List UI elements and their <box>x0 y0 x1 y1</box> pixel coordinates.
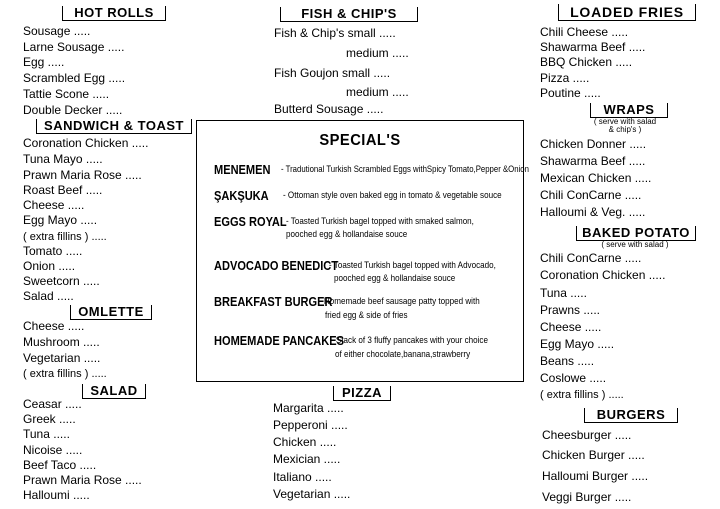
menu-item: Beef Taco ..... <box>23 458 97 472</box>
menu-item: Tuna Mayo ..... <box>23 152 103 166</box>
menu-item: Tomato ..... <box>23 244 83 258</box>
menu-item: Shawarma Beef ..... <box>540 154 646 168</box>
menu-item: medium ..... <box>346 46 409 60</box>
menu-item: Halloumi Burger ..... <box>542 469 649 483</box>
menu-item: Mexician ..... <box>273 452 341 466</box>
menu-item: Butterd Sousage ..... <box>274 102 384 116</box>
sandwich-heading: SANDWICH & TOAST <box>36 119 192 134</box>
menu-item: Coronation Chicken ..... <box>540 268 666 282</box>
menu-item: Shawarma Beef ..... <box>540 40 646 54</box>
menu-item: Coslowe ..... <box>540 371 607 385</box>
menu-item: Fish & Chip's small ..... <box>274 26 396 40</box>
menu-item: Italiano ..... <box>273 470 332 484</box>
special-desc: fried egg & side of fries <box>325 310 408 321</box>
omlette-heading: OMLETTE <box>70 305 152 320</box>
menu-item: Nicoise ..... <box>23 443 83 457</box>
menu-item: Cheese ..... <box>540 320 602 334</box>
special-desc: - Stack of 3 fluffy pancakes with your choice <box>331 335 488 346</box>
menu-item: Margarita ..... <box>273 401 344 415</box>
menu-item: Prawns ..... <box>540 303 601 317</box>
menu-item: Chicken Burger ..... <box>542 448 645 462</box>
menu-item: Halloumi & Veg. ..... <box>540 205 646 219</box>
loaded-fries-heading: LOADED FRIES <box>558 4 696 21</box>
wraps-subtitle: & chip's ) <box>608 125 642 134</box>
menu-item: Cheese ..... <box>23 198 85 212</box>
salad-heading: SALAD <box>82 384 146 399</box>
menu-item: medium ..... <box>346 85 409 99</box>
baked-potato-subtitle: ( serve with salad ) <box>601 240 669 249</box>
special-desc: - Toasted Turkish bagel topped with Advocado, <box>329 260 496 271</box>
menu-item: Veggi Burger ..... <box>542 490 632 504</box>
menu-item: Beans ..... <box>540 354 595 368</box>
menu-item: Chili Cheese ..... <box>540 25 629 39</box>
menu-item: Chili ConCarne ..... <box>540 188 642 202</box>
baked-potato-heading: BAKED POTATO <box>576 226 696 241</box>
menu-item: Salad ..... <box>23 289 74 303</box>
menu-item: Onion ..... <box>23 259 76 273</box>
menu-item: Greek ..... <box>23 412 76 426</box>
menu-item: Cheesburger ..... <box>542 428 632 442</box>
menu-item: ( extra fillins ) ..... <box>23 368 107 380</box>
special-name: HOMEMADE PANCAKES <box>214 333 344 348</box>
menu-item: Prawn Maria Rose ..... <box>23 473 142 487</box>
menu-item: Egg ..... <box>23 55 65 69</box>
menu-item: ( extra fillins ) ..... <box>540 389 624 401</box>
menu-item: BBQ Chicken ..... <box>540 55 633 69</box>
special-desc: pooched egg & hollandaise souce <box>334 273 456 284</box>
menu-item: Poutine ..... <box>540 86 601 100</box>
special-desc: of either chocolate,banana,strawberry <box>335 349 471 360</box>
menu-item: Sweetcorn ..... <box>23 274 100 288</box>
menu-item: Egg Mayo ..... <box>540 337 615 351</box>
menu-item: Chicken Donner ..... <box>540 137 647 151</box>
menu-item: Tuna ..... <box>23 427 70 441</box>
menu-item: Ceasar ..... <box>23 397 82 411</box>
special-desc: pooched egg & hollandaise souce <box>286 229 408 240</box>
menu-item: Halloumi ..... <box>23 488 90 502</box>
specials-title: SPECIAL'S <box>319 132 401 149</box>
special-desc: - Homemade beef sausage patty topped with <box>319 296 480 307</box>
special-desc: - Tradutional Turkish Scrambled Eggs withSpicy Tomato,Pepper &Onion <box>281 164 529 175</box>
special-desc: - Ottoman style oven baked egg in tomato & vegetable souce <box>283 190 502 201</box>
special-desc: - Toasted Turkish bagel topped with smaked salmon, <box>286 216 474 227</box>
menu-item: Coronation Chicken ..... <box>23 136 149 150</box>
special-name: ADVOCADO BENEDICT <box>214 258 339 273</box>
special-name: MENEMEN <box>214 162 271 177</box>
menu-item: Chicken ..... <box>273 435 337 449</box>
menu-item: Vegetarian ..... <box>273 487 351 501</box>
wraps-subtitle: ( serve with salad <box>593 117 657 126</box>
menu-item: Fish Goujon small ..... <box>274 66 391 80</box>
menu-item: Mexican Chicken ..... <box>540 171 652 185</box>
menu-item: Roast Beef ..... <box>23 183 103 197</box>
special-name: EGGS ROYAL <box>214 214 287 229</box>
menu-item: Egg Mayo ..... <box>23 213 98 227</box>
menu-item: Vegetarian ..... <box>23 351 101 365</box>
menu-item: Cheese ..... <box>23 319 85 333</box>
special-name: BREAKFAST BURGER <box>214 294 333 309</box>
pizza-heading: PIZZA <box>333 386 391 401</box>
wraps-heading: WRAPS <box>590 103 668 118</box>
hot-rolls-heading: HOT ROLLS <box>62 6 166 21</box>
menu-item: Tuna ..... <box>540 286 587 300</box>
specials-box <box>196 120 529 382</box>
menu-item: Chili ConCarne ..... <box>540 251 642 265</box>
menu-item: Double Decker ..... <box>23 103 123 117</box>
burgers-heading: BURGERS <box>584 408 678 423</box>
menu-item: Larne Sousage ..... <box>23 40 125 54</box>
menu-item: Mushroom ..... <box>23 335 100 349</box>
menu-item: Pepperoni ..... <box>273 418 348 432</box>
fish-heading: FISH & CHIP'S <box>280 7 418 22</box>
menu-item: Sousage ..... <box>23 24 91 38</box>
menu-item: ( extra fillins ) ..... <box>23 231 107 243</box>
menu-item: Scrambled Egg ..... <box>23 71 126 85</box>
menu-item: Pizza ..... <box>540 71 590 85</box>
menu-item: Tattie Scone ..... <box>23 87 110 101</box>
menu-item: Prawn Maria Rose ..... <box>23 168 142 182</box>
special-name: ŞAKŞUKA <box>214 188 269 203</box>
